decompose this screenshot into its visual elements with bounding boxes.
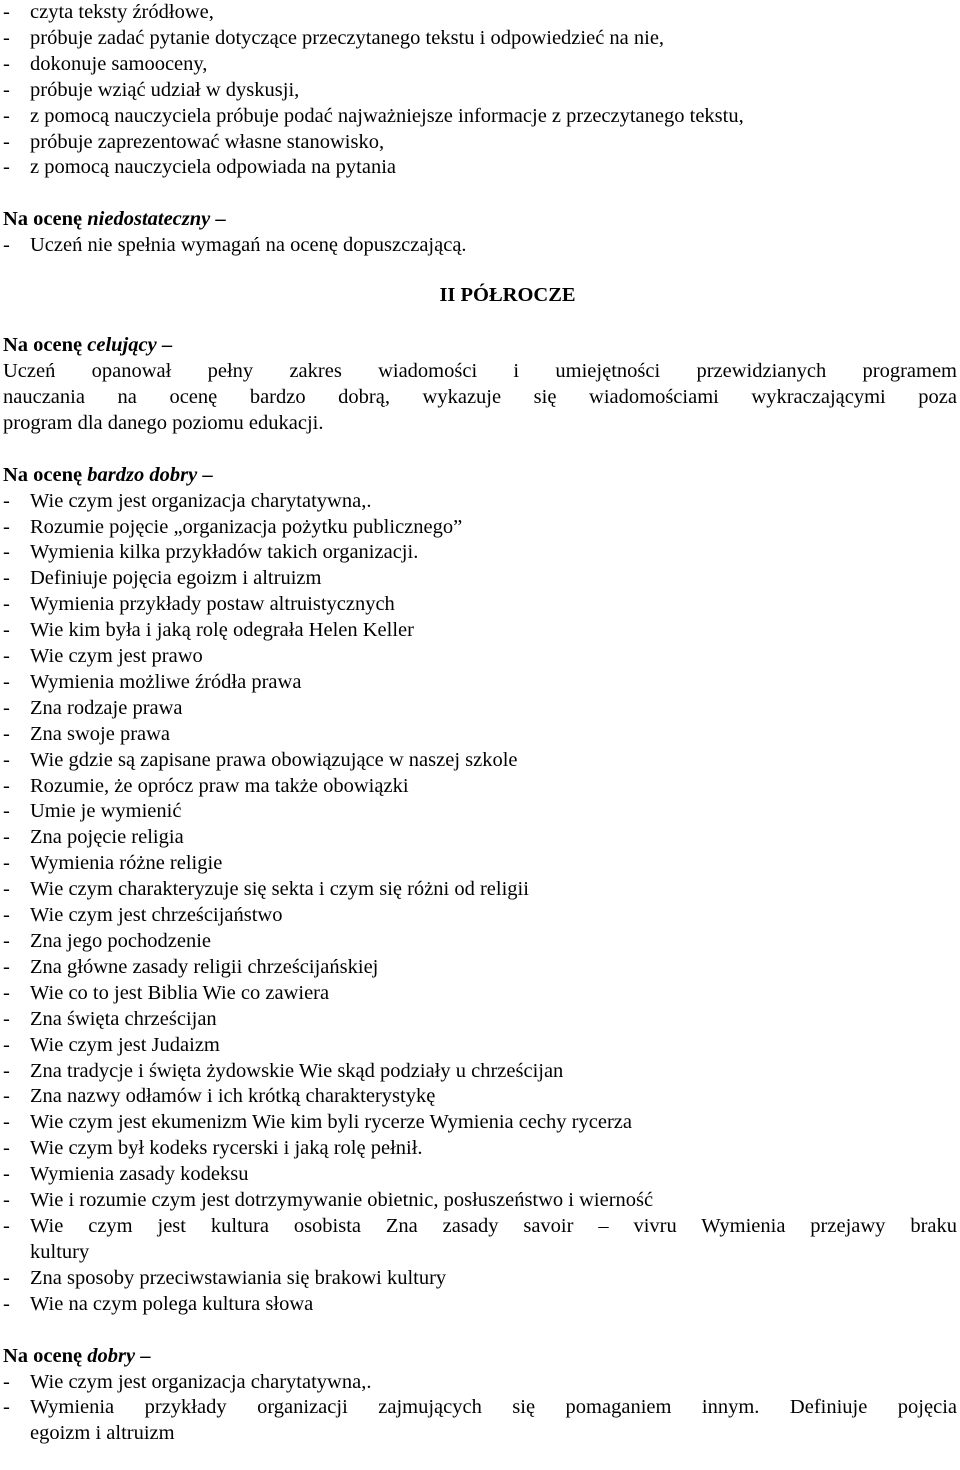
list-item: - Wie czym był kodeks rycerski i jaką rolę pełnił. [3,1136,957,1162]
skills-list-top [3,0,957,181]
grade-name: bardzo dobry [87,463,198,486]
bullet-dash: - [3,1007,10,1030]
bullet-dash: - [3,955,10,978]
list-item: - Wymienia przykłady postaw altruistycznych [3,592,957,618]
bullet-dash: - [3,619,10,642]
bullet-dash: - [3,104,10,127]
list-item: - Wie czym jest chrześcijaństwo [3,903,957,929]
list-item: - Wie kim była i jaką rolę odegrała Helen Keller [3,618,957,644]
bullet-dash: - [3,930,10,952]
bullet-dash: - [3,1266,10,1289]
list-item: - Wymienia możliwe źródła prawa [3,670,957,696]
list-item: - Wie czym jest ekumenizm Wie kim byli rycerze Wymienia cechy rycerza [3,1110,957,1136]
bullet-dash: - [3,156,10,179]
list-item: - Zna nazwy odłamów i ich krótką charakterystykę [3,1084,957,1110]
list-item: - Zna jego pochodzenie [3,929,957,955]
grade-heading-dobry: Na ocenę dobry – [3,1344,151,1367]
bullet-dash: - [3,541,10,564]
bullet-dash: - [3,130,10,153]
list-item: - Wie na czym polega kultura słowa [3,1292,957,1318]
bullet-dash: - [3,748,10,771]
grade-heading-niedostateczny: Na ocenę niedostateczny – [3,208,226,231]
bullet-dash: - [3,26,10,49]
grade-name: dobry [87,1344,136,1367]
skills-list-bardzo-dobry-continued [3,1266,957,1318]
bullet-dash: - [3,1085,10,1108]
bullet-dash: - [3,593,10,616]
bullet-dash: - [3,852,10,875]
grade-name: celujący [87,334,157,357]
bullet-dash: - [3,234,10,257]
list-item: - Wie czym jest prawo [3,644,957,670]
bullet-dash: - [3,1033,10,1056]
list-item: - z pomocą nauczyciela próbuje podać najważniejsze informacje z przeczytanego tekstu, [3,104,957,130]
bullet-dash: - [3,52,10,75]
list-item: - Wie gdzie są zapisane prawa obowiązujące w naszej szkole [3,748,957,774]
bullet-dash: - [3,567,10,590]
bullet-dash: - [3,1292,10,1315]
bullet-dash: - [3,696,10,719]
list-item: - Definiuje pojęcia egoizm i altruizm [3,566,957,592]
list-item: - Wie czym jest Judaizm [3,1033,957,1059]
list-item: - z pomocą nauczyciela odpowiada na pytania [3,155,957,181]
list-item: - próbuje zadać pytanie dotyczące przeczytanego tekstu i odpowiedzieć na nie, [3,26,957,52]
skills-list-bardzo-dobry [3,489,957,1214]
bullet-dash: - [3,489,10,512]
bullet-dash: - [3,878,10,901]
section-title: II PÓŁROCZE [439,284,576,307]
list-item: - Zna święta chrześcijan [3,1007,957,1033]
list-item: - Zna główne zasady religii chrześcijańskiej [3,955,957,981]
bullet-dash: - [3,670,10,693]
list-item: - Umie je wymienić [3,799,957,825]
list-item: - Zna pojęcie religia [3,825,957,851]
list-item: - Wymienia zasady kodeksu [3,1162,957,1188]
bullet-dash: - [3,78,10,101]
bullet-dash: - [3,1163,10,1186]
bullet-dash: - [3,1214,10,1237]
bullet-dash: - [3,722,10,745]
list-item: - Wie czym jest organizacja charytatywna,. [3,1370,957,1396]
list-item: - Zna swoje prawa [3,722,957,748]
list-item: - Uczeń nie spełnia wymagań na ocenę dopuszczającą. [3,233,957,259]
bullet-dash: - [3,904,10,927]
bullet-dash: - [3,1059,10,1082]
bullet-dash: - [3,1189,10,1212]
bullet-dash: - [3,1370,10,1393]
celujacy-paragraph: Uczeń opanował pełny zakres wiadomości i umiejętności przewidzianych programem nauczania na ocenę bardzo dobrą, wykazuje się wiadomościami wykraczającymi poza program dla danego poziomu edukacji. [3,359,957,434]
bullet-dash: - [3,1396,10,1419]
bullet-dash: - [3,981,10,1004]
bullet-dash: - [3,774,10,797]
grade-name: niedostateczny [87,208,211,231]
list-item: - próbuje wziąć udział w dyskusji, [3,78,957,104]
list-item: - Wymienia różne religie [3,851,957,877]
list-item: - Wie co to jest Biblia Wie co zawiera [3,981,957,1007]
bullet-dash: - [3,800,10,823]
bullet-dash: - [3,1111,10,1134]
list-item: - Rozumie pojęcie „organizacja pożytku publicznego” [3,515,957,541]
list-item: - Wie i rozumie czym jest dotrzymywanie obietnic, posłuszeństwo i wierność [3,1188,957,1214]
list-item: - Zna sposoby przeciwstawiania się brakowi kultury [3,1266,957,1292]
bullet-dash: - [3,645,10,668]
bullet-dash: - [3,826,10,849]
list-item: - Wie czym jest kultura osobista Zna zasady savoir – vivru Wymienia przejawy braku kultury [3,1214,957,1263]
list-item: - Wie czym charakteryzuje się sekta i czym się różni od religii [3,877,957,903]
bullet-dash: - [3,1,10,23]
list-item: - Zna rodzaje prawa [3,696,957,722]
grade-heading-celujacy: Na ocenę celujący – [3,334,173,357]
bullet-dash: - [3,515,10,538]
list-item: - Wymienia kilka przykładów takich organizacji. [3,540,957,566]
list-item: - dokonuje samooceny, [3,52,957,78]
list-item: - Wie czym jest organizacja charytatywna,. [3,489,957,515]
list-item: - Rozumie, że oprócz praw ma także obowiązki [3,774,957,800]
bullet-dash: - [3,1137,10,1160]
list-item: - czyta teksty źródłowe, [3,0,957,26]
list-item: - próbuje zaprezentować własne stanowisko, [3,130,957,156]
grade-heading-bardzo-dobry: Na ocenę bardzo dobry – [3,463,213,486]
list-item: - Wymienia przykłady organizacji zajmujących się pomaganiem innym. Definiuje pojęcia egoizm i altruizm [3,1396,957,1445]
list-item: - Zna tradycje i święta żydowskie Wie skąd podziały u chrześcijan [3,1059,957,1085]
